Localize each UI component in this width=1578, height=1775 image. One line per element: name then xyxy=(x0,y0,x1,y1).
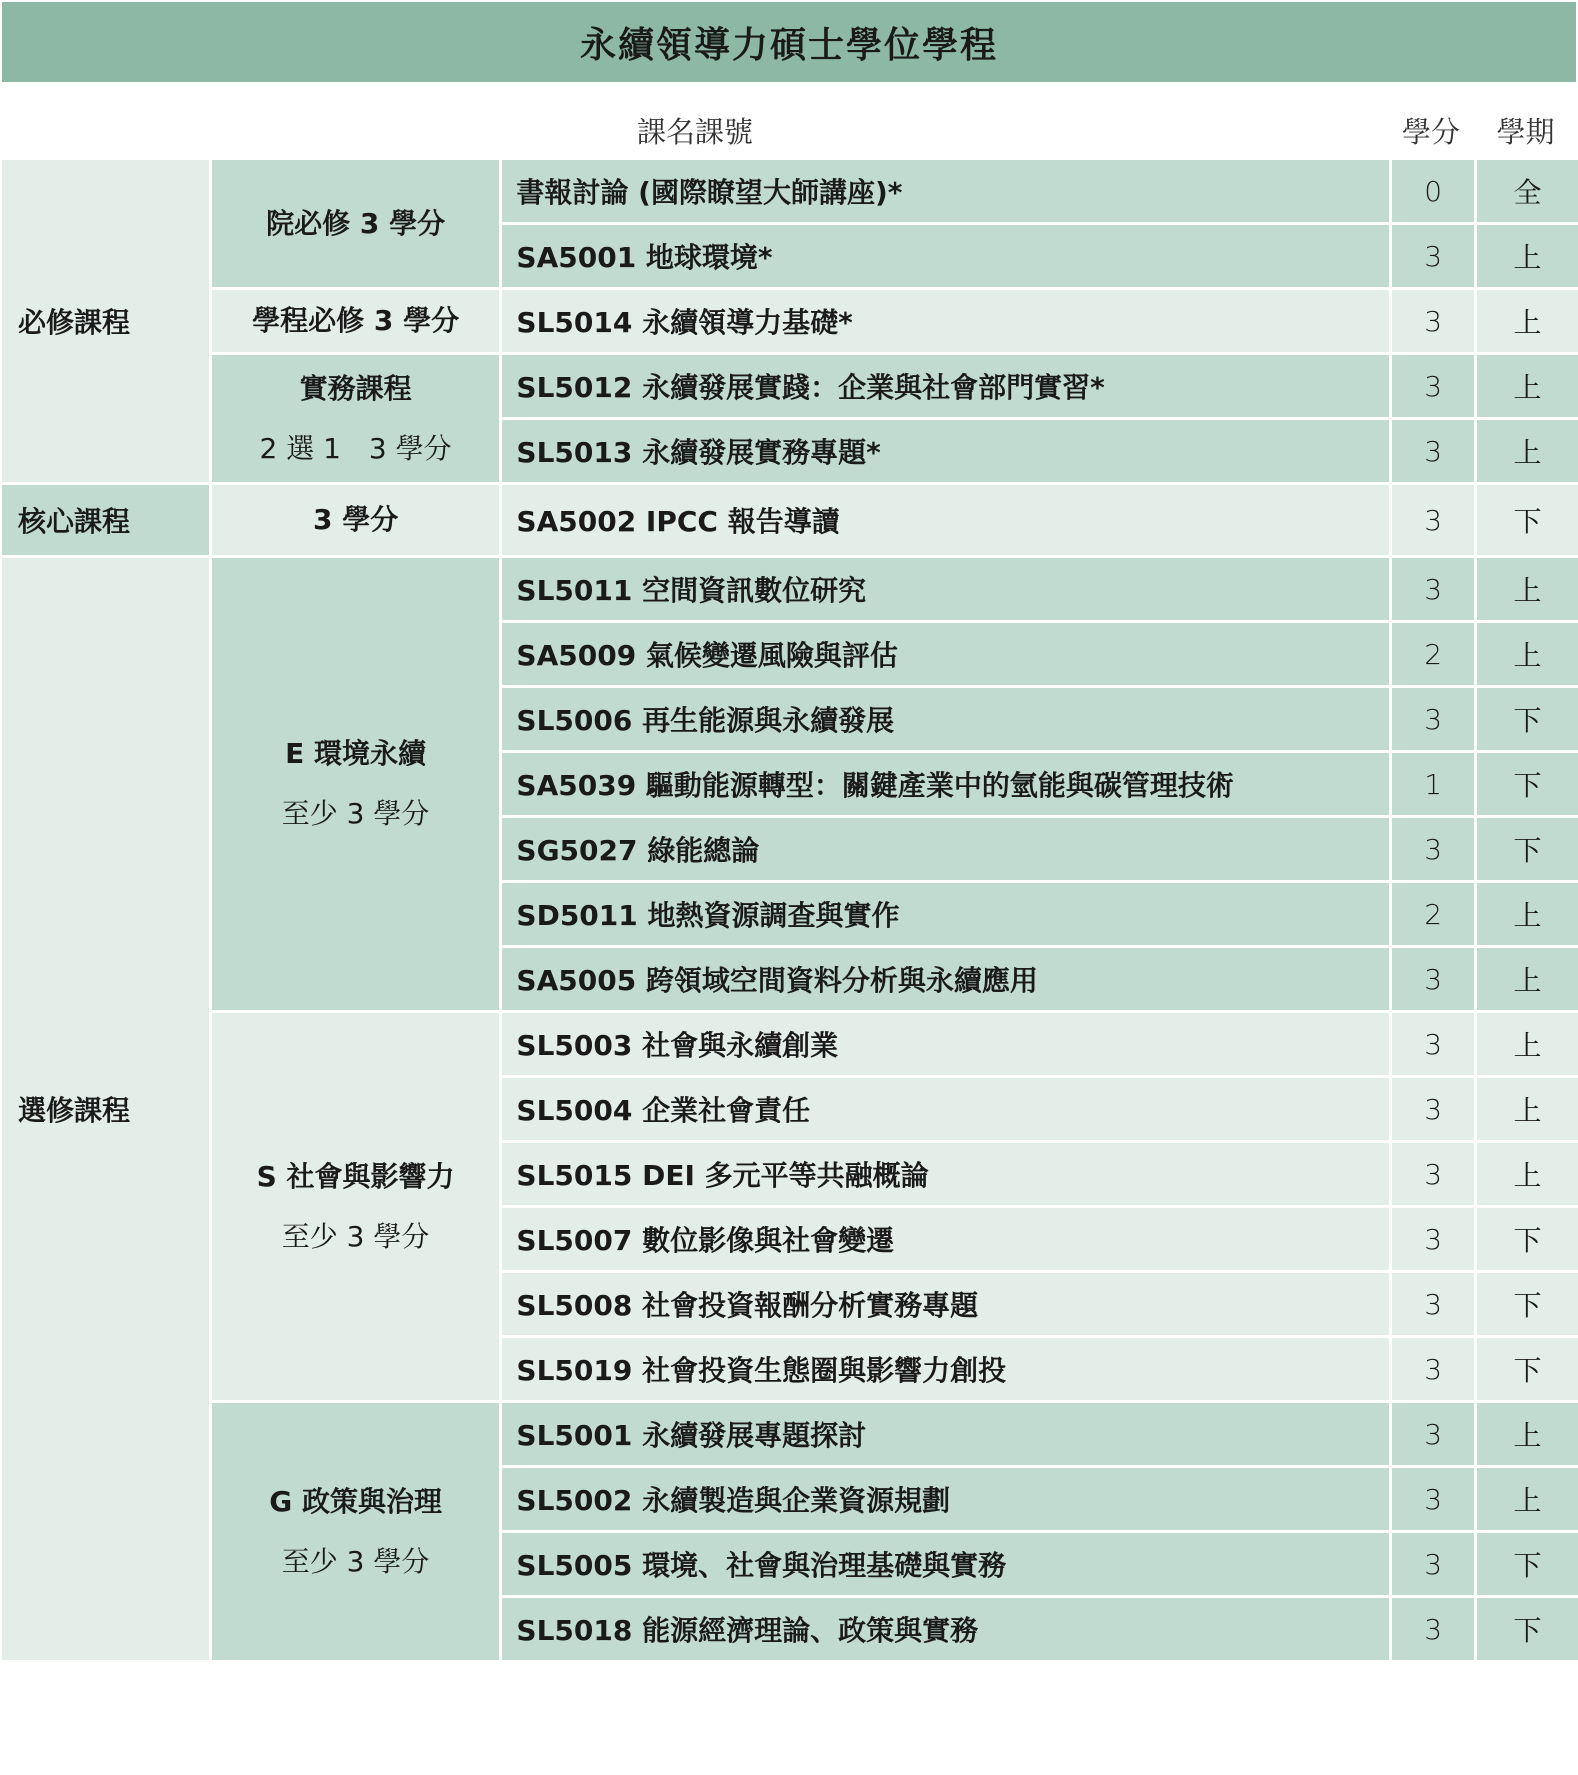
table-row xyxy=(2,485,1578,555)
course-name: 書報討論 (國際瞭望大師講座)* xyxy=(502,160,1389,222)
course-term: 下 xyxy=(1477,485,1578,555)
course-credits: 3 xyxy=(1392,1013,1474,1075)
course-term: 上 xyxy=(1477,883,1578,945)
title-bar xyxy=(2,2,1576,82)
course-name: SL5002 永續製造與企業資源規劃 xyxy=(502,1468,1389,1530)
course-term: 上 xyxy=(1477,225,1578,287)
course-name: SL5013 永續發展實務專題* xyxy=(502,420,1389,482)
course-term: 下 xyxy=(1477,1338,1578,1400)
course-name: SL5003 社會與永續創業 xyxy=(502,1013,1389,1075)
course-credits: 2 xyxy=(1392,883,1474,945)
course-term: 下 xyxy=(1477,688,1578,750)
course-credits: 3 xyxy=(1392,948,1474,1010)
course-term: 全 xyxy=(1477,160,1578,222)
course-credits: 3 xyxy=(1392,420,1474,482)
section-label: 必修課程 xyxy=(2,160,209,482)
course-credits: 3 xyxy=(1392,1598,1474,1660)
course-name: SL5012 永續發展實踐：企業與社會部門實習* xyxy=(502,355,1389,417)
course-credits: 3 xyxy=(1392,1403,1474,1465)
course-name: SA5002 IPCC 報告導讀 xyxy=(502,485,1389,555)
curriculum-table xyxy=(0,157,1578,1663)
course-credits: 3 xyxy=(1392,818,1474,880)
course-name: SA5009 氣候變遷風險與評估 xyxy=(502,623,1389,685)
course-credits: 3 xyxy=(1392,1078,1474,1140)
course-name: SD5011 地熱資源調查與實作 xyxy=(502,883,1389,945)
table-row xyxy=(2,355,1578,417)
table-row xyxy=(2,290,1578,352)
course-term: 上 xyxy=(1477,1078,1578,1140)
course-credits: 3 xyxy=(1392,355,1474,417)
course-credits: 3 xyxy=(1392,290,1474,352)
course-term: 上 xyxy=(1477,420,1578,482)
subgroup-label-line: 至少 3 學分 xyxy=(281,1544,430,1578)
course-credits: 2 xyxy=(1392,623,1474,685)
header-term: 學期 xyxy=(1496,115,1555,149)
subgroup-label-line: 實務課程 xyxy=(299,371,412,405)
subgroup-label xyxy=(212,485,500,555)
subgroup-label xyxy=(212,1403,500,1660)
course-name: SA5005 跨領域空間資料分析與永續應用 xyxy=(502,948,1389,1010)
subgroup-label-line: G 政策與治理 xyxy=(269,1484,442,1518)
section-label: 核心課程 xyxy=(2,485,209,555)
course-name: SL5005 環境、社會與治理基礎與實務 xyxy=(502,1533,1389,1595)
course-credits: 3 xyxy=(1392,225,1474,287)
course-term: 上 xyxy=(1477,1403,1578,1465)
course-name: SL5015 DEI 多元平等共融概論 xyxy=(502,1143,1389,1205)
subgroup-label-line: 2 選 1 3 學分 xyxy=(259,431,452,465)
subgroup-label xyxy=(212,160,500,287)
course-credits: 3 xyxy=(1392,688,1474,750)
course-credits: 3 xyxy=(1392,1143,1474,1205)
page-title: 永續領導力碩士學位學程 xyxy=(579,24,998,66)
table-row xyxy=(2,1403,1578,1465)
table-row xyxy=(2,558,1578,620)
course-name: SL5006 再生能源與永續發展 xyxy=(502,688,1389,750)
course-term: 上 xyxy=(1477,290,1578,352)
subgroup-label xyxy=(212,558,500,1010)
course-credits: 3 xyxy=(1392,485,1474,555)
subgroup-label xyxy=(212,1013,500,1400)
course-term: 下 xyxy=(1477,1273,1578,1335)
course-term: 下 xyxy=(1477,1208,1578,1270)
course-term: 上 xyxy=(1477,1468,1578,1530)
course-term: 上 xyxy=(1477,623,1578,685)
course-term: 上 xyxy=(1477,1143,1578,1205)
course-term: 下 xyxy=(1477,1598,1578,1660)
course-name: SL5001 永續發展專題探討 xyxy=(502,1403,1389,1465)
course-term: 下 xyxy=(1477,818,1578,880)
course-name: SG5027 綠能總論 xyxy=(502,818,1389,880)
course-credits: 3 xyxy=(1392,1468,1474,1530)
subgroup-label xyxy=(212,290,500,352)
header-credits: 學分 xyxy=(1401,115,1460,149)
course-name: SA5039 驅動能源轉型：關鍵產業中的氫能與碳管理技術 xyxy=(502,753,1389,815)
subgroup-label-line: S 社會與影響力 xyxy=(256,1159,455,1193)
course-name: SL5014 永續領導力基礎* xyxy=(502,290,1389,352)
course-name: SL5011 空間資訊數位研究 xyxy=(502,558,1389,620)
course-term: 下 xyxy=(1477,753,1578,815)
course-credits: 3 xyxy=(1392,1338,1474,1400)
subgroup-label-line: E 環境永續 xyxy=(285,737,427,770)
course-name: SL5019 社會投資生態圈與影響力創投 xyxy=(502,1338,1389,1400)
course-name: SL5008 社會投資報酬分析實務專題 xyxy=(502,1273,1389,1335)
table-row xyxy=(2,1013,1578,1075)
subgroup-label-line: 院必修 3 學分 xyxy=(266,206,446,240)
course-term: 上 xyxy=(1477,1013,1578,1075)
subgroup-label-line: 3 學分 xyxy=(312,503,399,536)
table-row xyxy=(2,160,1578,222)
course-term: 上 xyxy=(1477,355,1578,417)
course-term: 上 xyxy=(1477,948,1578,1010)
subgroup-label-line: 至少 3 學分 xyxy=(281,1219,430,1253)
header-course: 課名課號 xyxy=(636,115,753,149)
course-credits: 1 xyxy=(1392,753,1474,815)
course-credits: 3 xyxy=(1392,558,1474,620)
course-term: 下 xyxy=(1477,1533,1578,1595)
course-name: SA5001 地球環境* xyxy=(502,225,1389,287)
course-credits: 3 xyxy=(1392,1533,1474,1595)
course-credits: 0 xyxy=(1392,160,1474,222)
course-name: SL5004 企業社會責任 xyxy=(502,1078,1389,1140)
course-name: SL5007 數位影像與社會變遷 xyxy=(502,1208,1389,1270)
subgroup-label-line: 至少 3 學分 xyxy=(281,797,430,830)
subgroup-label-line: 學程必修 3 學分 xyxy=(252,304,460,337)
section-label: 選修課程 xyxy=(2,558,209,1660)
course-credits: 3 xyxy=(1392,1208,1474,1270)
course-term: 上 xyxy=(1477,558,1578,620)
subgroup-label xyxy=(212,355,500,482)
course-credits: 3 xyxy=(1392,1273,1474,1335)
course-name: SL5018 能源經濟理論、政策與實務 xyxy=(502,1598,1389,1660)
